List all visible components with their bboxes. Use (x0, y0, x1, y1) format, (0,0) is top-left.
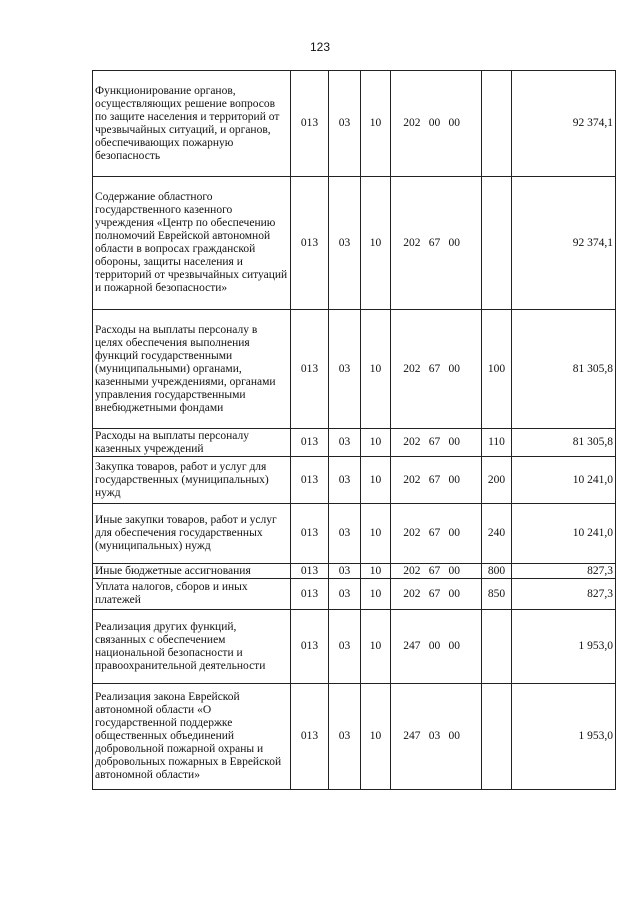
expense-type: 850 (482, 579, 512, 610)
amount: 10 241,0 (512, 504, 616, 564)
ministry-code: 013 (291, 579, 329, 610)
row-name: Расходы на выплаты персоналу в целях обеспечения выполнения функций государственными (муниципальными) органами, казенными учреждениями, органами управления государственными внебюджетными фондами (93, 310, 291, 429)
direction-number: 00 (447, 610, 482, 684)
subsection-code: 10 (361, 504, 391, 564)
subprogram-code: 67 (423, 457, 447, 504)
section-code: 03 (329, 564, 361, 579)
expense-type (482, 610, 512, 684)
program-code: 202 (391, 71, 423, 177)
row-name: Расходы на выплаты персоналу казенных учреждений (93, 429, 291, 457)
subsection-code: 10 (361, 71, 391, 177)
row-name: Иные бюджетные ассигнования (93, 564, 291, 579)
subprogram-code: 67 (423, 429, 447, 457)
ministry-code: 013 (291, 457, 329, 504)
ministry-code: 013 (291, 71, 329, 177)
ministry-code: 013 (291, 310, 329, 429)
amount: 1 953,0 (512, 610, 616, 684)
amount: 1 953,0 (512, 684, 616, 790)
row-name: Функционирование органов, осуществляющих решение вопросов по защите населения и территорий от чрезвычайных ситуаций, и органов, обеспечивающих пожарную безопасность (93, 71, 291, 177)
expense-type: 100 (482, 310, 512, 429)
direction-number: 00 (447, 310, 482, 429)
direction-number: 00 (447, 504, 482, 564)
table-row (93, 71, 616, 177)
amount: 81 305,8 (512, 429, 616, 457)
direction-number: 00 (447, 71, 482, 177)
subprogram-code: 00 (423, 71, 447, 177)
table-row (93, 610, 616, 684)
subsection-code: 10 (361, 429, 391, 457)
subsection-code: 10 (361, 310, 391, 429)
direction-number: 00 (447, 579, 482, 610)
table-row (93, 429, 616, 457)
section-code: 03 (329, 504, 361, 564)
subprogram-code: 67 (423, 504, 447, 564)
program-code: 202 (391, 310, 423, 429)
subprogram-code: 67 (423, 310, 447, 429)
subsection-code: 10 (361, 610, 391, 684)
subprogram-code: 67 (423, 564, 447, 579)
row-name: Закупка товаров, работ и услуг для государственных (муниципальных) нужд (93, 457, 291, 504)
section-code: 03 (329, 579, 361, 610)
table-row (93, 457, 616, 504)
row-name: Уплата налогов, сборов и иных платежей (93, 579, 291, 610)
row-name: Реализация других функций, связанных с обеспечением национальной безопасности и правоохранительной деятельности (93, 610, 291, 684)
section-code: 03 (329, 457, 361, 504)
amount: 92 374,1 (512, 71, 616, 177)
expense-type (482, 71, 512, 177)
program-code: 202 (391, 457, 423, 504)
program-code: 247 (391, 684, 423, 790)
section-code: 03 (329, 429, 361, 457)
table-row (93, 564, 616, 579)
section-code: 03 (329, 177, 361, 310)
section-code: 03 (329, 610, 361, 684)
program-code: 247 (391, 610, 423, 684)
section-code: 03 (329, 71, 361, 177)
page-number: 123 (309, 40, 331, 54)
subprogram-code: 03 (423, 684, 447, 790)
ministry-code: 013 (291, 610, 329, 684)
table-row (93, 579, 616, 610)
program-code: 202 (391, 564, 423, 579)
ministry-code: 013 (291, 564, 329, 579)
subsection-code: 10 (361, 579, 391, 610)
program-code: 202 (391, 177, 423, 310)
ministry-code: 013 (291, 684, 329, 790)
table-row (93, 684, 616, 790)
direction-number: 00 (447, 177, 482, 310)
row-name: Иные закупки товаров, работ и услуг для обеспечения государственных (муниципальных) нужд (93, 504, 291, 564)
direction-number: 00 (447, 564, 482, 579)
table-row (93, 310, 616, 429)
amount: 92 374,1 (512, 177, 616, 310)
ministry-code: 013 (291, 504, 329, 564)
table-row (93, 504, 616, 564)
table-row (93, 177, 616, 310)
expense-type: 240 (482, 504, 512, 564)
amount: 10 241,0 (512, 457, 616, 504)
expense-type: 800 (482, 564, 512, 579)
row-name: Реализация закона Еврейской автономной области «О государственной поддержке общественных объединений добровольной пожарной охраны и добровольных пожарных в Еврейской автономной области» (93, 684, 291, 790)
section-code: 03 (329, 310, 361, 429)
program-code: 202 (391, 429, 423, 457)
budget-table (92, 70, 616, 790)
amount: 827,3 (512, 564, 616, 579)
program-code: 202 (391, 579, 423, 610)
expense-type (482, 177, 512, 310)
section-code: 03 (329, 684, 361, 790)
subsection-code: 10 (361, 564, 391, 579)
ministry-code: 013 (291, 177, 329, 310)
ministry-code: 013 (291, 429, 329, 457)
amount: 81 305,8 (512, 310, 616, 429)
program-code: 202 (391, 504, 423, 564)
direction-number: 00 (447, 429, 482, 457)
direction-number: 00 (447, 684, 482, 790)
expense-type: 110 (482, 429, 512, 457)
subprogram-code: 00 (423, 610, 447, 684)
amount: 827,3 (512, 579, 616, 610)
expense-type (482, 684, 512, 790)
direction-number: 00 (447, 457, 482, 504)
subprogram-code: 67 (423, 579, 447, 610)
subsection-code: 10 (361, 457, 391, 504)
row-name: Содержание областного государственного казенного учреждения «Центр по обеспечению полномочий Еврейской автономной области в вопросах гражданской обороны, защиты населения и территорий от чрезвычайных ситуаций и пожарной безопасности» (93, 177, 291, 310)
subprogram-code: 67 (423, 177, 447, 310)
expense-type: 200 (482, 457, 512, 504)
subsection-code: 10 (361, 684, 391, 790)
subsection-code: 10 (361, 177, 391, 310)
